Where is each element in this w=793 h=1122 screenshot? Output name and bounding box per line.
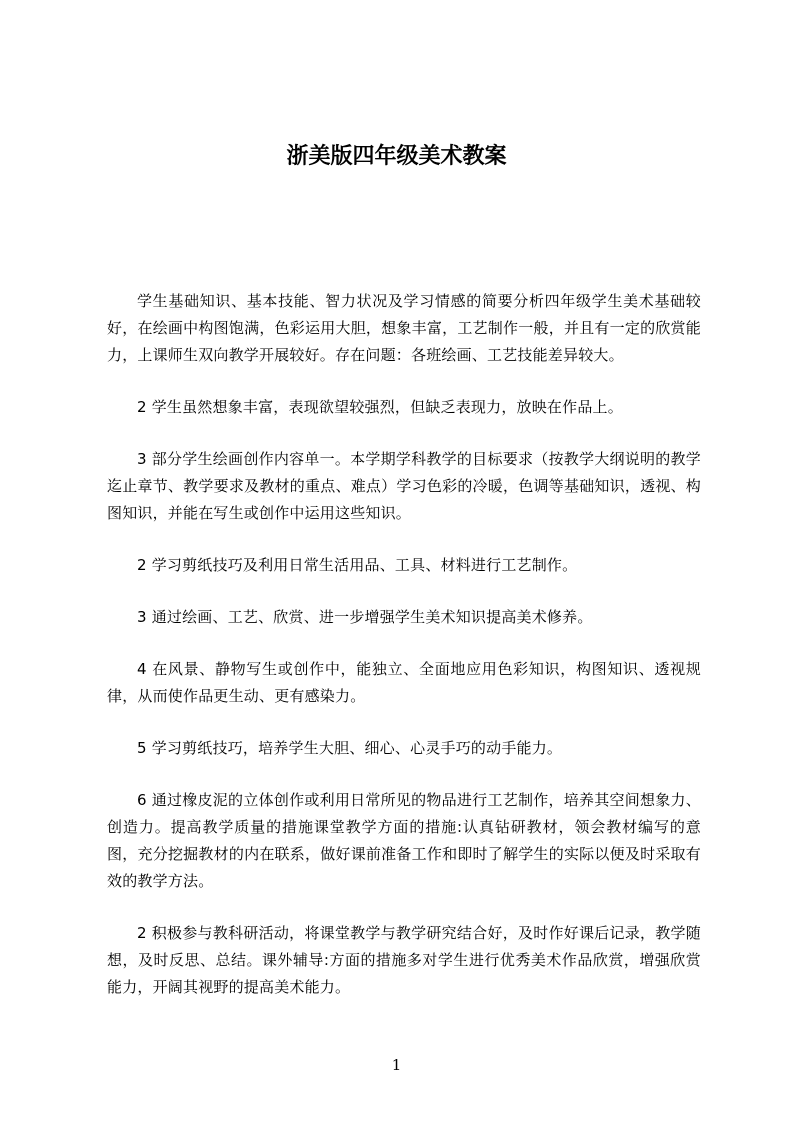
paragraph-5: 3 通过绘画、工艺、欣赏、进一步增强学生美术知识提高美术修养。 (137, 608, 593, 626)
paragraph-1: 学生基础知识、基本技能、智力状况及学习情感的简要分析四年级学生美术基础较好，在绘画中构图饱满，色彩运用大胆，想象丰富，工艺制作一般，并且有一定的欣赏能力，上课师生双向教学开展较好。存在问题：各班绘画、工艺技能差异较大。 (107, 292, 701, 364)
paragraph-6: 4 在风景、静物写生或创作中，能独立、全面地应用色彩知识，构图知识、透视规律，从而使作品更生动、更有感染力。 (107, 660, 701, 705)
document-body (107, 288, 701, 1026)
paragraph-7: 5 学习剪纸技巧，培养学生大胆、细心、心灵手巧的动手能力。 (137, 739, 563, 757)
document-title: 浙美版四年级美术教案 (286, 144, 507, 169)
paragraph-3: 3 部分学生绘画创作内容单一。本学期学科教学的目标要求（按教学大纲说明的教学迄止章节、教学要求及教材的重点、难点）学习色彩的冷暖，色调等基础知识，透视、构图知识，并能在写生或创作中运用这些知识。 (107, 450, 701, 522)
paragraph-4: 2 学习剪纸技巧及利用日常生活用品、工具、材料进行工艺制作。 (137, 556, 578, 574)
paragraph-2: 2 学生虽然想象丰富，表现欲望较强烈，但缺乏表现力，放映在作品上。 (137, 398, 623, 416)
page-number: 1 (391, 1056, 402, 1074)
paragraph-9: 2 积极参与教科研活动，将课堂教学与教学研究结合好，及时作好课后记录，教学随想，及时反思、总结。课外辅导:方面的措施多对学生进行优秀美术作品欣赏，增强欣赏能力，开阔其视野的提高美术能力。 (107, 924, 701, 996)
paragraph-8: 6 通过橡皮泥的立体创作或利用日常所见的物品进行工艺制作，培养其空间想象力、创造力。提高教学质量的措施课堂教学方面的措施:认真钻研教材，领会教材编写的意图，充分挖掘教材的内在联系，做好课前准备工作和即时了解学生的实际以便及时采取有效的教学方法。 (107, 791, 701, 890)
